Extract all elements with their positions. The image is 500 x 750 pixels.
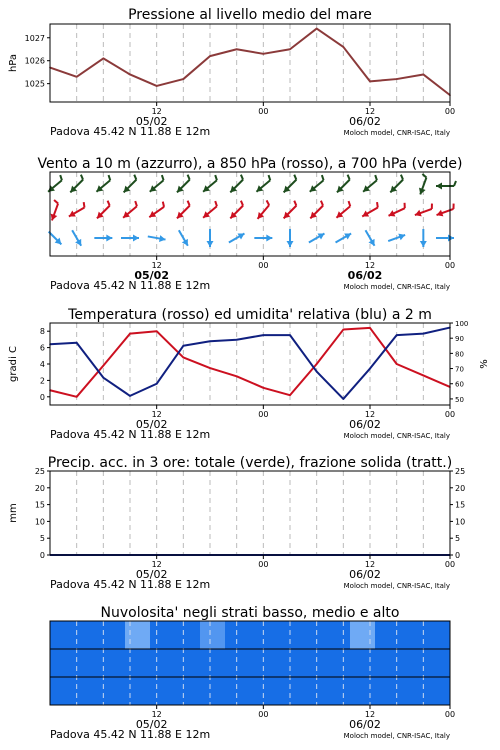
pressure-line-point [129,74,131,76]
cloud-cell [400,621,426,650]
location-label: Padova 45.42 N 11.88 E 12m [50,728,211,741]
humidity-line [50,328,450,399]
panel-4 [8,455,465,591]
humidity-line-point [236,339,238,341]
pressure-line-point [289,48,291,50]
panel-5 [50,605,455,741]
cloud-cell [325,649,351,678]
wind-arrow-10m [207,229,214,247]
humidity-line-point [129,395,131,397]
arrow-barb [422,174,426,178]
pressure-line-point [423,74,425,76]
cloud-cell [400,649,426,678]
cloud-cell [275,621,301,650]
cloud-cell [100,677,126,706]
cloud-cell [300,677,326,706]
x-tick-label: 12 [151,560,162,569]
wind-arrow-10m [72,230,81,246]
temperature-line-point [263,387,265,389]
credit-label: Moloch model, CNR-ISAC, Italy [343,129,450,137]
humidity-line-point [289,334,291,336]
x-tick-label: 12 [364,560,376,569]
y-tick-label: 8 [39,327,45,337]
y-tick-label-right: 60 [455,380,464,389]
cloud-cell [200,649,226,678]
arrow-barb [375,175,377,180]
arrow-head [287,241,294,247]
cloud-cell [75,677,101,706]
panel-1 [8,7,455,138]
y-tick-label: 2 [39,376,45,386]
wind-arrow-10m [49,232,62,245]
pressure-line-point [316,28,318,30]
x-tick-label: 12 [364,107,376,116]
y-tick-label: 1027 [24,33,45,43]
x-tick-label: 00 [258,107,269,116]
pressure-line-point [236,48,238,50]
cloud-cell [325,677,351,706]
humidity-line-point [343,398,345,400]
arrow-head [266,235,272,242]
arrow-barb [54,200,58,204]
wind-arrow-10m [179,230,188,246]
location-label: Padova 45.42 N 11.88 E 12m [50,125,211,138]
cloud-cell [325,621,351,650]
wind-arrow-700hPa [419,174,426,195]
cloud-cell [50,677,76,706]
humidity-line-point [369,368,371,370]
date-label: 05/02 [134,269,169,282]
pressure-line [50,29,450,96]
humidity-line-point [316,371,318,373]
cloud-cell [300,621,326,650]
humidity-line-point [103,377,105,379]
pressure-line-point [183,78,185,80]
y-tick-label-right: 50 [455,395,464,404]
arrow-barb [108,201,110,206]
x-tick-label: 12 [151,410,162,419]
x-tick-label: 00 [444,560,456,569]
wind-arrow-10m [229,233,245,242]
cloud-cell [400,677,426,706]
y-tick-label-right: 15 [455,500,466,510]
arrow-barb [269,175,271,180]
y-tick-label: 25 [34,467,45,476]
wind-arrow-10m [336,233,352,242]
humidity-line-point [423,333,425,335]
panel-title: Nuvolosita' negli strati basso, medio e alto [100,605,400,621]
y-axis-label-right: % [479,359,490,369]
x-tick-label: 12 [364,710,376,719]
y-tick-label: 15 [34,500,45,510]
y-tick-label: 20 [34,483,45,493]
cloud-cell [175,649,201,678]
cloud-cell [150,677,176,706]
y-tick-label-right: 80 [455,350,464,359]
cloud-cell [425,621,451,650]
cloud-cell [375,677,401,706]
x-tick-label: 12 [364,261,376,270]
temperature-line-point [289,394,291,396]
x-tick-label: 12 [151,107,162,116]
wind-arrow-10m [436,235,454,242]
date-label: 05/02 [135,718,168,731]
y-axis-label: hPa [8,53,19,73]
y-tick-label-right: 90 [455,335,464,344]
arrow-barb [321,201,323,206]
arrow-barb [294,201,296,206]
humidity-line-point [396,334,398,336]
temperature-line-point [423,375,425,377]
x-tick-label: 00 [444,107,456,116]
cloud-cell [200,621,226,650]
cloud-cell [250,677,276,706]
wind-arrow-850hPa [437,204,454,217]
x-tick-label: 00 [258,261,269,270]
cloud-cell [100,649,126,678]
temperature-line-point [369,327,371,329]
arrow-barb [135,201,137,206]
x-tick-label: 00 [444,710,456,719]
humidity-line-point [209,340,211,342]
arrow-barb [349,201,351,206]
cloud-cell [425,649,451,678]
x-tick-label: 12 [151,261,162,270]
arrow-barb [267,200,270,205]
arrow-barb [109,175,111,180]
y-tick-label-right: 10 [455,517,466,527]
y-tick-label-right: 20 [455,483,466,493]
date-label: 06/02 [349,718,381,731]
temperature-line-point [183,357,185,359]
humidity-line-point [263,334,265,336]
arrow-head [133,235,139,242]
temperature-line-point [129,333,131,335]
x-tick-label: 00 [258,560,269,569]
y-tick-label: 0 [39,551,45,560]
pressure-line-point [209,55,211,57]
cloud-cell [75,621,101,650]
x-tick-label: 12 [151,710,162,719]
pressure-line-point [76,76,78,78]
panel-3 [8,307,490,441]
date-label: 06/02 [347,269,383,282]
cloud-cell [225,649,251,678]
y-tick-label-right: 70 [455,365,464,374]
y-tick-label-right: 25 [455,467,466,476]
temperature-line-point [156,330,158,332]
cloud-cell [300,649,326,678]
y-axis-label: mm [8,503,19,523]
plot-frame [50,323,450,405]
wind-arrow-700hPa [436,181,456,190]
cloud-cell [375,649,401,678]
cloud-cell [125,677,151,706]
panel-2 [37,156,462,292]
arrow-barb [454,181,456,186]
arrow-barb [241,201,243,206]
temperature-line-point [316,363,318,365]
cloud-cell [275,677,301,706]
y-tick-label: 5 [39,534,45,544]
pressure-line-point [369,81,371,83]
y-axis-label: gradi C [8,346,19,382]
arrow-barb [215,175,217,180]
arrow-barb [348,175,350,180]
y-tick-label-right: 100 [455,320,469,328]
arrow-barb [188,175,190,180]
x-tick-label: 00 [258,710,269,719]
cloud-cell [250,621,276,650]
pressure-line-point [343,46,345,48]
x-tick-label: 00 [258,410,269,419]
arrow-barb [188,201,190,206]
date-label: 05/02 [135,568,168,581]
x-tick-label: 00 [444,410,456,419]
cloud-cell [125,621,151,650]
arrow-head [207,241,214,247]
y-tick-label-right: 5 [455,534,461,544]
arrow-barb [294,175,296,180]
location-label: Padova 45.42 N 11.88 E 12m [50,428,211,441]
location-label: Padova 45.42 N 11.88 E 12m [50,279,211,292]
arrow-barb [81,175,83,180]
arrow-barb [377,202,378,207]
temperature-line-point [209,367,211,369]
date-label: 05/02 [135,418,168,431]
pressure-line-point [263,53,265,55]
cloud-cell [225,621,251,650]
arrow-head [420,241,427,247]
y-tick-label: 4 [39,360,45,369]
cloud-cell [425,677,451,706]
cloud-cell [125,649,151,678]
cloud-cell [275,649,301,678]
credit-label: Moloch model, CNR-ISAC, Italy [343,732,450,740]
location-label: Padova 45.42 N 11.88 E 12m [50,578,211,591]
humidity-line-point [183,345,185,347]
y-tick-label-right: 0 [455,551,461,560]
credit-label: Moloch model, CNR-ISAC, Italy [343,582,450,590]
y-tick-label: 1025 [24,79,45,89]
cloud-cell [175,677,201,706]
cloud-cell [150,649,176,678]
wind-arrow-10m [287,229,294,247]
pressure-line-point [103,58,105,60]
x-tick-label: 00 [444,261,456,270]
cloud-cell [200,677,226,706]
temperature-line-point [396,363,398,365]
cloud-cell [225,677,251,706]
temperature-line-point [103,365,105,367]
wind-arrow-10m [309,233,325,242]
panel-title: Pressione al livello medio del mare [128,7,372,23]
wind-arrow-10m [366,230,375,246]
date-label: 06/02 [349,115,381,128]
pressure-line-point [156,85,158,87]
cloud-cell [250,649,276,678]
temperature-line-point [343,329,345,331]
panel-title: Temperatura (rosso) ed umidita' relativa (blu) a 2 m [68,307,432,323]
humidity-line-point [76,342,78,344]
y-tick-label: 1026 [24,56,45,66]
arrow-head [448,235,454,242]
arrow-barb [162,175,164,180]
temperature-line-point [76,396,78,398]
cloud-cell [175,621,201,650]
wind-arrow-10m [420,229,427,247]
panel-title: Precip. acc. in 3 ore: totale (verde), frazione solida (tratt.) [47,455,453,471]
y-tick-label: 10 [34,517,45,527]
arrow-barb [215,201,217,206]
cloud-cell [50,621,76,650]
cloud-cell [350,621,376,650]
plot-frame [50,471,450,555]
arrow-barb [401,175,403,180]
humidity-line-point [156,383,158,385]
arrow-barb [322,175,324,180]
arrow-barb [84,202,85,207]
credit-label: Moloch model, CNR-ISAC, Italy [343,283,450,291]
wind-arrow-850hPa [51,200,58,221]
cloud-cell [350,677,376,706]
temperature-line-point [236,376,238,378]
y-tick-label: 0 [39,392,45,402]
date-label: 06/02 [349,568,381,581]
cloud-cell [150,621,176,650]
y-tick-label: 6 [39,343,45,353]
arrow-barb [163,202,164,207]
date-label: 06/02 [349,418,381,431]
cloud-cell [75,649,101,678]
arrow-barb [60,175,62,180]
credit-label: Moloch model, CNR-ISAC, Italy [343,432,450,440]
arrow-barb [134,175,136,180]
date-label: 05/02 [135,115,168,128]
cloud-cell [350,649,376,678]
pressure-line-point [396,78,398,80]
x-tick-label: 12 [364,410,376,419]
panel-title: Vento a 10 m (azzurro), a 850 hPa (rosso), a 700 hPa (verde) [37,156,463,172]
arrow-head [436,183,442,190]
arrow-barb [241,175,243,180]
cloud-cell [50,649,76,678]
arrow-head [106,235,112,242]
